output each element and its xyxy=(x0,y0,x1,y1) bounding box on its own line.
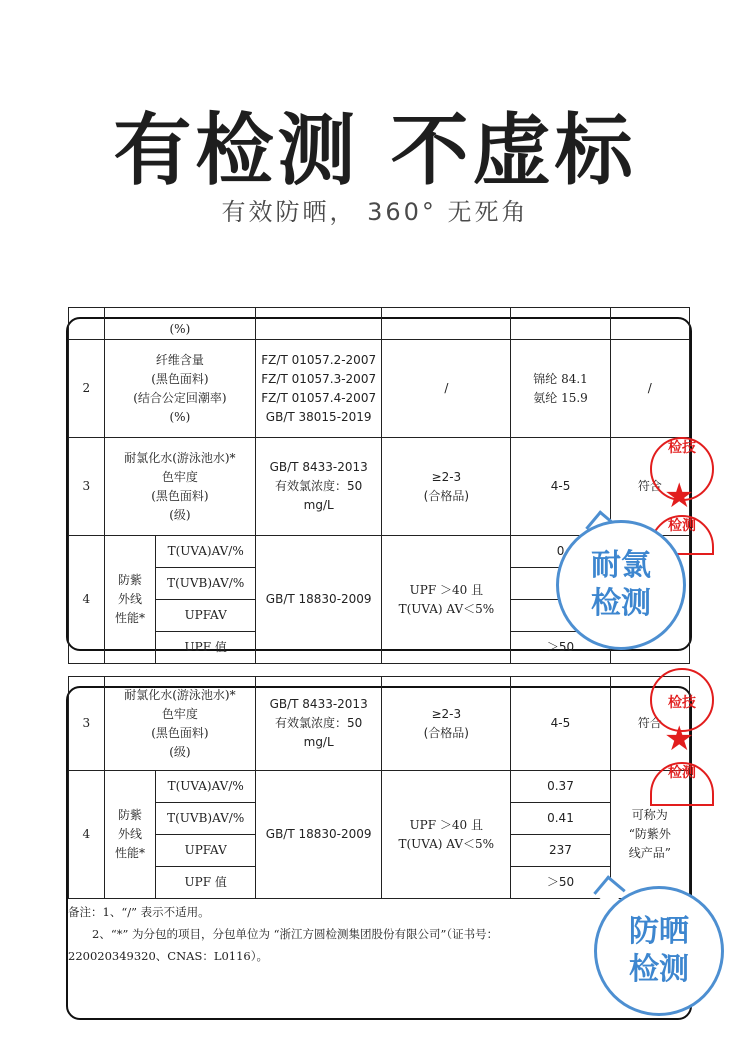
inspection-stamp: 检技 xyxy=(650,668,714,732)
stamp-star-icon: ★ xyxy=(664,719,695,759)
standard-cell: GB/T 8433-2013 有效氯浓度：50 mg/L xyxy=(256,438,382,536)
requirement-cell: ≥2-3 (合格品) xyxy=(382,677,511,771)
sun-protection-test-badge: 防晒 检测 xyxy=(594,886,724,1016)
table-row xyxy=(69,308,690,340)
result-cell: 4-5 xyxy=(511,677,610,771)
subitem-cell: T(UVB)AV/% xyxy=(156,803,256,835)
row-number: 4 xyxy=(69,771,105,899)
subitem-cell: T(UVB)AV/% xyxy=(156,568,256,600)
row-number: 4 xyxy=(69,536,105,664)
subitem-cell: T(UVA)AV/% xyxy=(156,771,256,803)
cut-label: (%) xyxy=(169,322,191,336)
page-title: 有检测 不虚标 xyxy=(113,106,637,196)
inspection-stamp: 检技 xyxy=(650,437,714,501)
conclusion-cell: 可称为 “防紫外 线产品” xyxy=(610,771,689,899)
item-cell: 防紫 外线 性能* xyxy=(104,771,156,899)
result-cell: 0.37 xyxy=(511,771,610,803)
table-row xyxy=(69,771,690,803)
result-cell: 4-5 xyxy=(511,438,610,536)
page-subtitle: 有效防晒， 360° 无死角 xyxy=(221,198,529,226)
row-number: 2 xyxy=(69,340,105,438)
result-cell: 237 xyxy=(511,835,610,867)
subitem-cell: UPF 值 xyxy=(156,632,256,664)
standard-cell: GB/T 18830-2009 xyxy=(256,771,382,899)
subitem-cell: T(UVA)AV/% xyxy=(156,536,256,568)
requirement-cell: / xyxy=(382,340,511,438)
subitem-cell: UPF 值 xyxy=(156,867,256,899)
standard-cell: GB/T 18830-2009 xyxy=(256,536,382,664)
conclusion-cell: 符合 xyxy=(610,677,689,771)
result-cell: ＞50 xyxy=(511,867,610,899)
stamp-star-icon: ★ xyxy=(664,476,695,516)
standard-cell: FZ/T 01057.2-2007 FZ/T 01057.3-2007 FZ/T 01057.4-2007 GB/T 38015-2019 xyxy=(256,340,382,438)
item-cell: 耐氯化水(游泳池水)* 色牢度 (黑色面料) (级) xyxy=(104,677,255,771)
conclusion-cell: / xyxy=(610,340,689,438)
result-cell: ＞50 xyxy=(511,632,610,664)
chlorine-test-badge: 耐氯 检测 xyxy=(556,520,686,650)
subitem-cell: UPFAV xyxy=(156,835,256,867)
result-cell: 锦纶 84.1 氨纶 15.9 xyxy=(511,340,610,438)
requirement-cell: ≥2-3 (合格品) xyxy=(382,438,511,536)
subitem-cell: UPFAV xyxy=(156,600,256,632)
standard-cell: GB/T 8433-2013 有效氯浓度：50 mg/L xyxy=(256,677,382,771)
row-number: 3 xyxy=(69,677,105,771)
inspection-stamp: 检测 xyxy=(650,515,714,555)
requirement-cell: UPF ＞40 且 T(UVA) AV＜5% xyxy=(382,536,511,664)
row-number: 3 xyxy=(69,438,105,536)
table-row xyxy=(69,340,690,438)
item-cell: 防紫 外线 性能* xyxy=(104,536,156,664)
requirement-cell: UPF ＞40 且 T(UVA) AV＜5% xyxy=(382,771,511,899)
report-notes: 备注：1、“/” 表示不适用。 2、“*” 为分包的项目，分包单位为 “浙江方圆检测集团股份有限公司”（证书号： 220020349320、CNAS：L0116）。 xyxy=(68,905,499,963)
table-row xyxy=(69,677,690,771)
item-cell: 纤维含量 (黑色面料) (结合公定回潮率) (%) xyxy=(104,340,255,438)
inspection-stamp: 检测 xyxy=(650,762,714,806)
report-table-bottom xyxy=(68,676,690,899)
item-cell: 耐氯化水(游泳池水)* 色牢度 (黑色面料) (级) xyxy=(104,438,255,536)
result-cell: 0.41 xyxy=(511,803,610,835)
result-cell: 0 xyxy=(511,536,610,568)
conclusion-cell: 符合 xyxy=(610,438,689,536)
